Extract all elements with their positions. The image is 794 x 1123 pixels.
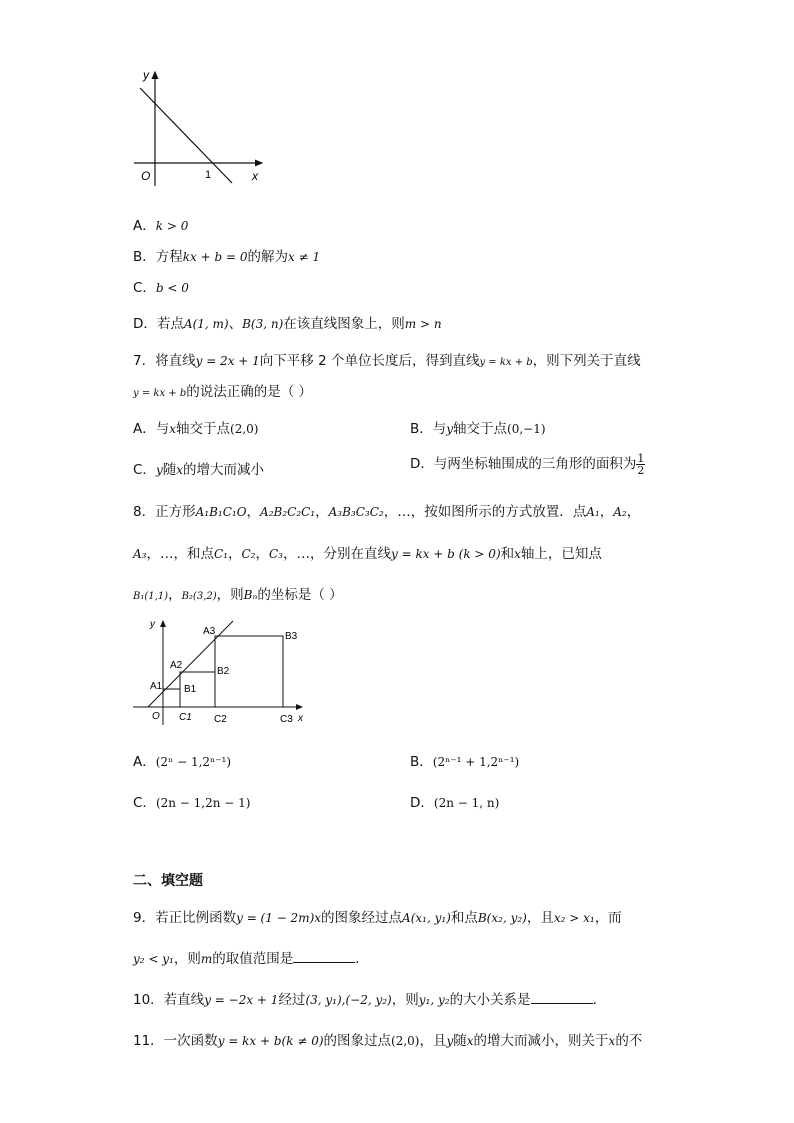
math: x xyxy=(176,463,183,477)
text: ， xyxy=(227,546,242,562)
label-B1: B1 xyxy=(184,684,197,695)
text: 随 xyxy=(162,462,177,478)
math: y xyxy=(446,1034,454,1048)
text: 10．若直线 xyxy=(133,992,205,1008)
fraction xyxy=(636,453,645,476)
math: (0,−1) xyxy=(507,422,546,436)
label-C2: C2 xyxy=(214,714,227,725)
text: 8．正方形 xyxy=(133,504,196,520)
text: 轴上，已知点 xyxy=(520,546,602,562)
option-prefix: B．与 xyxy=(410,421,447,437)
math: (2,0) xyxy=(230,422,259,436)
option-prefix: A． xyxy=(133,754,156,770)
math: Bₙ xyxy=(243,588,258,602)
option-prefix: C． xyxy=(133,462,156,478)
text: ，则 xyxy=(216,587,244,603)
text: 的增大而减小，则关于 xyxy=(473,1033,609,1049)
option-prefix: D．若点 xyxy=(133,316,184,332)
q8-stem-line1 xyxy=(133,500,640,520)
math: (2ⁿ − 1,2ⁿ⁻¹) xyxy=(155,755,232,769)
math: y = kx + b (k > 0) xyxy=(390,547,501,561)
text: 的不 xyxy=(615,1033,643,1049)
text: ，且 xyxy=(419,1033,447,1049)
option-prefix: B．方程 xyxy=(133,249,183,265)
text: 和 xyxy=(500,546,515,562)
text: 11．一次函数 xyxy=(133,1033,218,1049)
math: A₂B₂C₂C₁ xyxy=(260,505,316,519)
text: 轴交于点 xyxy=(453,421,508,437)
q6-option-b[interactable] xyxy=(133,245,320,265)
numerator: 1 xyxy=(637,451,645,465)
q7-stem-line1 xyxy=(133,349,641,369)
text: ． xyxy=(355,951,369,967)
math: b < 0 xyxy=(155,281,189,295)
text: 的图象过点 xyxy=(323,1033,392,1049)
text: ，…，和点 xyxy=(146,546,214,562)
math: y xyxy=(155,463,163,477)
math: A₁ xyxy=(586,505,600,519)
label-A1: A1 xyxy=(150,681,163,692)
answer-blank[interactable] xyxy=(293,948,355,963)
q8-option-a[interactable] xyxy=(133,750,231,770)
text: 9．若正比例函数 xyxy=(133,910,237,926)
text: 的大小关系是 xyxy=(449,992,531,1008)
math: A₃ xyxy=(133,547,147,561)
q8-option-b[interactable] xyxy=(410,750,519,770)
q8-option-c[interactable] xyxy=(133,791,250,811)
text: 和点 xyxy=(450,910,478,926)
q9-stem-line1 xyxy=(133,906,622,926)
math: m > n xyxy=(404,317,442,331)
section-title: 二、填空题 xyxy=(133,873,203,889)
label-C3: C3 xyxy=(280,714,293,725)
text: 7．将直线 xyxy=(133,353,196,369)
math: x xyxy=(608,1034,616,1048)
text: ， xyxy=(246,504,261,520)
label-C1: C1 xyxy=(179,712,192,723)
q8-option-d[interactable] xyxy=(410,791,499,811)
text: 的图象经过点 xyxy=(321,910,403,926)
x-axis-label: x xyxy=(298,713,303,724)
math: B₂(3,2) xyxy=(181,591,217,602)
math: kx + b = 0 xyxy=(182,250,248,264)
q6-option-d[interactable] xyxy=(133,312,442,332)
text: ， xyxy=(626,504,641,520)
answer-blank[interactable] xyxy=(531,989,593,1004)
option-text: 、 xyxy=(228,316,243,332)
math: A₁B₁C₁O xyxy=(195,505,247,519)
math: (3, y₁),(−2, y₂) xyxy=(305,993,392,1007)
text: ，则 xyxy=(391,992,419,1008)
math: A(x₁, y₁) xyxy=(402,911,451,925)
math: y = −2x + 1 xyxy=(204,993,279,1007)
math: B(3, n) xyxy=(242,317,284,331)
label-B2: B2 xyxy=(217,666,230,677)
math: y = kx + b xyxy=(479,357,533,368)
text: 的取值范围是 xyxy=(212,951,294,967)
math: B₁(1,1) xyxy=(133,591,169,602)
text: ． xyxy=(592,992,607,1008)
q6-option-c[interactable] xyxy=(133,276,189,296)
q9-stem-line2 xyxy=(133,947,369,967)
origin-label: O xyxy=(141,169,151,183)
math: x xyxy=(514,547,521,561)
math: m xyxy=(200,952,213,966)
math: C₁ xyxy=(213,547,228,561)
y-axis-label: y xyxy=(143,68,149,82)
math: A₂ xyxy=(613,505,627,519)
option-prefix: B． xyxy=(410,754,433,770)
text: ， xyxy=(599,504,614,520)
option-prefix: A．与 xyxy=(133,421,170,437)
math: (2n − 1,2n − 1) xyxy=(155,796,251,810)
square-1 xyxy=(163,689,180,707)
math: y xyxy=(446,422,454,436)
q8-stem-line3 xyxy=(133,583,343,603)
denominator: 2 xyxy=(637,463,645,477)
text: 经过 xyxy=(278,992,306,1008)
y-axis-label: y xyxy=(150,619,155,630)
tick-label: 1 xyxy=(205,169,212,181)
text: ， xyxy=(168,587,182,603)
q10-stem xyxy=(133,988,606,1008)
math: x ≠ 1 xyxy=(288,250,321,264)
option-prefix: C． xyxy=(133,280,156,296)
math: C₃ xyxy=(268,547,283,561)
math: y = 2x + 1 xyxy=(195,354,260,368)
q7-stem-line2 xyxy=(133,380,312,400)
q6-line-graph xyxy=(128,62,273,192)
text: 的说法正确的是（ ） xyxy=(186,384,313,400)
label-B3: B3 xyxy=(285,631,298,642)
q7-option-b[interactable] xyxy=(410,417,546,437)
text: 的坐标是（ ） xyxy=(257,587,343,603)
text: ， xyxy=(255,546,269,562)
text: 的增大而减小 xyxy=(183,462,264,478)
text: 向下平移 2 个单位长度后，得到直线 xyxy=(259,353,480,369)
math: x₂ > x₁ xyxy=(553,911,595,925)
q8-stem-line2 xyxy=(133,542,602,562)
q6-option-a[interactable] xyxy=(133,214,188,234)
math: B(x₂, y₂) xyxy=(477,911,527,925)
q11-stem xyxy=(133,1029,642,1049)
math: C₂ xyxy=(241,547,256,561)
math: k > 0 xyxy=(155,219,189,233)
math: y₁, y₂ xyxy=(418,993,450,1007)
math: y = kx + b(k ≠ 0) xyxy=(217,1034,324,1048)
option-text: 的解为 xyxy=(247,249,288,265)
text: ，则 xyxy=(173,951,201,967)
math: x xyxy=(169,422,177,436)
q7-option-a[interactable] xyxy=(133,417,258,437)
math: A₃B₃C₃C₂ xyxy=(328,505,384,519)
math: y = (1 − 2m)x xyxy=(236,911,322,925)
math: (2ⁿ⁻¹ + 1,2ⁿ⁻¹) xyxy=(432,755,520,769)
text: ，而 xyxy=(594,910,622,926)
option-prefix: D． xyxy=(410,795,434,811)
text: ，…，按如图所示的方式放置．点 xyxy=(383,504,587,520)
function-line xyxy=(140,88,232,183)
text: ，…，分别在直线 xyxy=(282,546,391,562)
label-A3: A3 xyxy=(203,626,216,637)
option-prefix: A． xyxy=(133,218,156,234)
text: 轴交于点 xyxy=(176,421,231,437)
option-prefix: C． xyxy=(133,795,156,811)
origin-label: O xyxy=(152,711,160,722)
q7-option-d[interactable] xyxy=(410,452,645,476)
option-prefix: D．与两坐标轴围成的三角形的面积为 xyxy=(410,456,637,472)
text: 随 xyxy=(453,1033,467,1049)
math: y₂ < y₁ xyxy=(133,952,174,966)
label-A2: A2 xyxy=(170,660,183,671)
x-axis-label: x xyxy=(252,169,258,183)
option-text: 在该直线图象上，则 xyxy=(283,316,405,332)
text: ，且 xyxy=(526,910,554,926)
text: ， xyxy=(315,504,329,520)
math: x xyxy=(466,1034,474,1048)
math: y = kx + b xyxy=(133,388,187,399)
math: (2n − 1, n) xyxy=(433,796,500,810)
math: (2,0) xyxy=(391,1034,420,1048)
q7-option-c[interactable] xyxy=(133,458,264,478)
text: ，则下列关于直线 xyxy=(532,353,641,369)
q8-squares-graph xyxy=(130,615,320,727)
math: A(1, m) xyxy=(183,317,229,331)
